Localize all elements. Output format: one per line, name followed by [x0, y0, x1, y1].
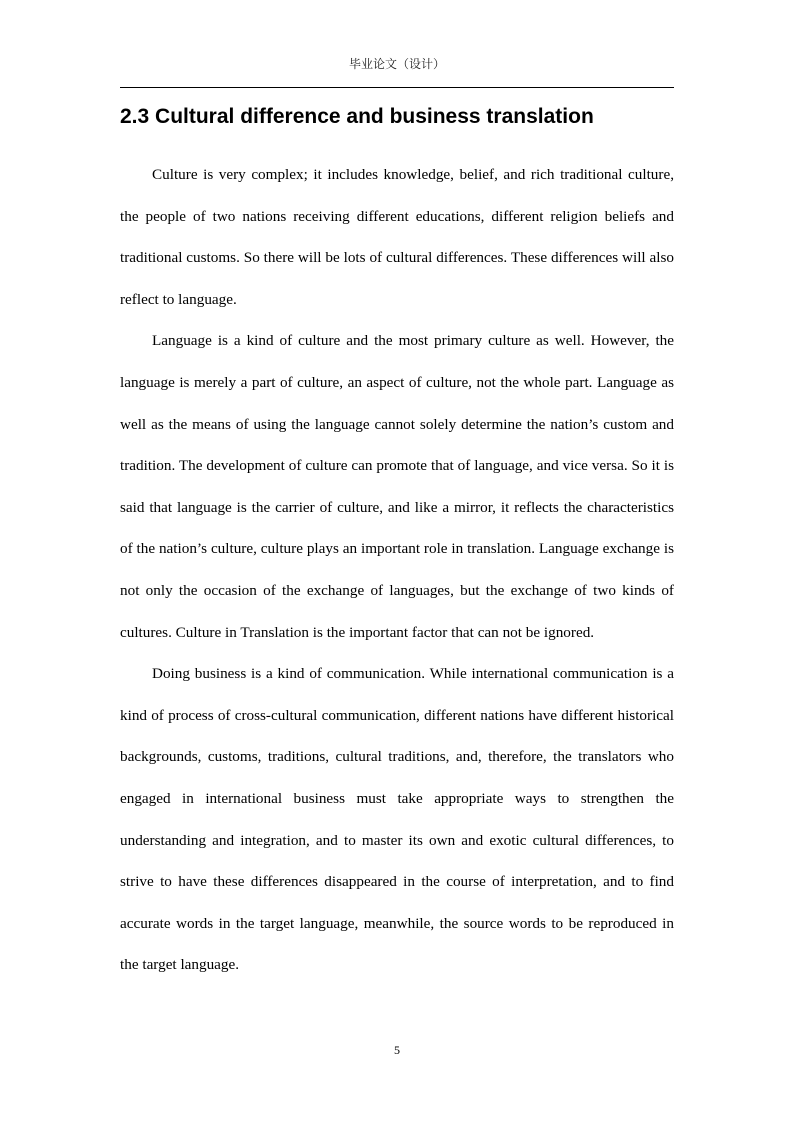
running-header: 毕业论文（设计） [348, 57, 445, 71]
paragraph-culture-complexity: Culture is very complex; it includes knowledge, belief, and rich traditional culture, the people of two nations receiving different educations, different religion beliefs and traditional customs. So there will be lots of cultural differences. These differences will also reflect to language. [120, 166, 674, 308]
paragraph-business-communication: Doing business is a kind of communication. While international communication is a kind of process of cross-cultural communication, different nations have different historical backgrounds, customs, traditions, cultural traditions, and, therefore, the translators who engaged in international business must take appropriate ways to strengthen the understanding and integration, and to master its own and exotic cultural differences, to strive to have these differences disappeared in the course of interpretation, and to find accurate words in the target language, meanwhile, the source words to be reproduced in the target language. [120, 665, 674, 974]
header-divider [120, 87, 674, 88]
page-number: 5 [394, 1043, 400, 1057]
paragraph-language-culture: Language is a kind of culture and the most primary culture as well. However, the language is merely a part of culture, an aspect of culture, not the whole part. Language as well as the means of using the language cannot solely determine the nation’s custom and tradition. The development of culture can promote that of language, and vice versa. So it is said that language is the carrier of culture, and like a mirror, it reflects the characteristics of the nation’s culture, culture plays an important role in translation. Language exchange is not only the occasion of the exchange of languages, but the exchange of two kinds of cultures. Culture in Translation is the important factor that can not be ignored. [120, 332, 674, 641]
section-heading: 2.3 Cultural difference and business translation [120, 105, 594, 128]
body-text [120, 154, 674, 986]
